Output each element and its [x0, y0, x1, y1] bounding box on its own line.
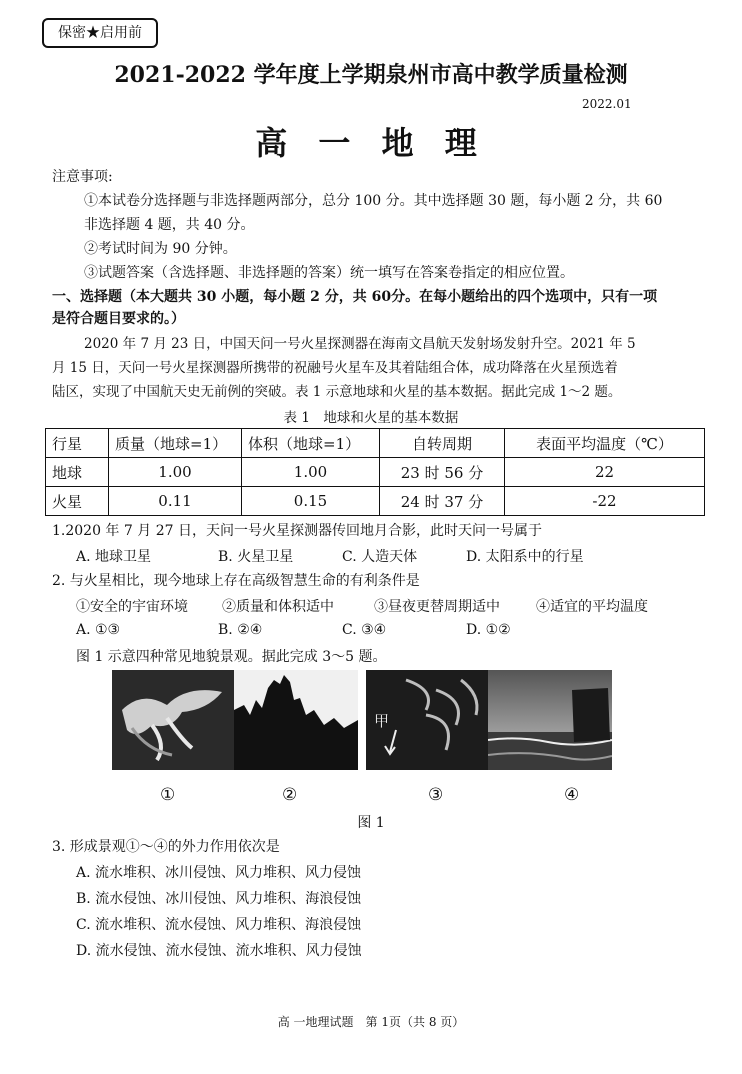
table-cell: 24 时 37 分	[380, 487, 505, 516]
q1-option-c: C. 人造天体	[342, 549, 418, 565]
landform-photo-2	[234, 670, 358, 770]
notice-item: ③试题答案（含选择题、非选择题的答案）统一填写在答案卷指定的相应位置。	[84, 265, 574, 281]
table-header-cell: 体积（地球=1）	[242, 429, 380, 458]
q2-option-d: D. ①②	[466, 622, 511, 638]
q2-option-b: B. ②④	[218, 622, 263, 638]
table-cell: 火星	[46, 487, 109, 516]
q3-option-a: A. 流水堆积、冰川侵蚀、风力堆积、风力侵蚀	[76, 865, 362, 881]
figure-label-4: ④	[564, 785, 580, 805]
table-cell: 地球	[46, 458, 109, 487]
table-cell: 0.15	[242, 487, 380, 516]
figure-label-1: ①	[160, 785, 176, 805]
q3-option-c: C. 流水堆积、流水侵蚀、风力堆积、海浪侵蚀	[76, 917, 362, 933]
notice-item: ①本试卷分选择题与非选择题两部分，总分 100 分。其中选择题 30 题，每小题 2 分，共 60	[84, 193, 663, 209]
table-caption: 表 1 地球和火星的基本数据	[283, 410, 459, 426]
table-cell: 22	[505, 458, 705, 487]
landform-photo-4	[488, 670, 612, 770]
passage-line: 陆区，实现了中国航天史无前例的突破。表 1 示意地球和火星的基本数据。据此完成 1～2 题。	[52, 384, 622, 400]
section-heading: 一、选择题（本大题共 30 小题，每小题 2 分，共 60分。在每小题给出的四个选项中，只有一项	[52, 289, 658, 305]
table-header-cell: 自转周期	[380, 429, 505, 458]
page-footer: 高 一地理试题 第 1页（共 8 页）	[277, 1015, 465, 1029]
q1-option-a: A. 地球卫星	[76, 549, 152, 565]
question-1-stem: 1.2020 年 7 月 27 日，天问一号火星探测器传回地月合影，此时天问一号属于	[52, 523, 542, 539]
jia-label: 甲	[374, 712, 390, 730]
landform-photo-1	[112, 670, 236, 770]
passage-line: 月 15 日，天问一号火星探测器所携带的祝融号火星车及其着陆组合体，成功降落在火星预选着	[52, 360, 618, 376]
q3-option-d: D. 流水侵蚀、流水侵蚀、流水堆积、风力侵蚀	[76, 943, 362, 959]
table-header-cell: 行星	[46, 429, 109, 458]
q2-condition: ①安全的宇宙环境	[76, 599, 188, 615]
table-row	[46, 487, 705, 516]
q2-condition: ②质量和体积适中	[222, 599, 334, 615]
table-cell: 23 时 56 分	[380, 458, 505, 487]
passage-line: 2020 年 7 月 23 日，中国天问一号火星探测器在海南文昌航天发射场发射升空。2021 年 5	[84, 336, 636, 352]
table-row	[46, 458, 705, 487]
subject-title: 高 一 地 理	[255, 124, 487, 162]
table-cell: 1.00	[242, 458, 380, 487]
figure-intro: 图 1 示意四种常见地貌景观。据此完成 3～5 题。	[76, 649, 387, 665]
confidential-stamp: 保密★启用前	[42, 18, 158, 48]
table-cell: 1.00	[109, 458, 242, 487]
planet-data-table	[45, 428, 705, 516]
exam-title: 2021-2022 学年度上学期泉州市高中教学质量检测	[114, 62, 628, 88]
exam-date: 2022.01	[582, 97, 632, 111]
question-2-stem: 2. 与火星相比，现今地球上存在高级智慧生命的有利条件是	[52, 573, 420, 589]
table-header-cell: 表面平均温度（℃）	[505, 429, 705, 458]
figure-caption: 图 1	[357, 815, 385, 831]
question-3-stem: 3. 形成景观①～④的外力作用依次是	[52, 839, 280, 855]
table-cell: -22	[505, 487, 705, 516]
q2-condition: ④适宜的平均温度	[536, 599, 648, 615]
q3-option-b: B. 流水侵蚀、冰川侵蚀、风力堆积、海浪侵蚀	[76, 891, 362, 907]
q1-option-b: B. 火星卫星	[218, 549, 294, 565]
q2-option-c: C. ③④	[342, 622, 387, 638]
q1-option-d: D. 太阳系中的行星	[466, 549, 584, 565]
q2-option-a: A. ①③	[76, 622, 121, 638]
figure-label-2: ②	[282, 785, 298, 805]
section-heading-cont: 是符合题目要求的。）	[52, 311, 185, 327]
table-header-row	[46, 429, 705, 458]
notice-heading: 注意事项:	[52, 169, 113, 185]
table-cell: 0.11	[109, 487, 242, 516]
landform-photo-3	[366, 670, 490, 770]
notice-item: ②考试时间为 90 分钟。	[84, 241, 237, 257]
notice-item: 非选择题 4 题，共 40 分。	[84, 217, 255, 233]
q2-condition: ③昼夜更替周期适中	[374, 599, 500, 615]
table-header-cell: 质量（地球=1）	[109, 429, 242, 458]
figure-label-3: ③	[428, 785, 444, 805]
